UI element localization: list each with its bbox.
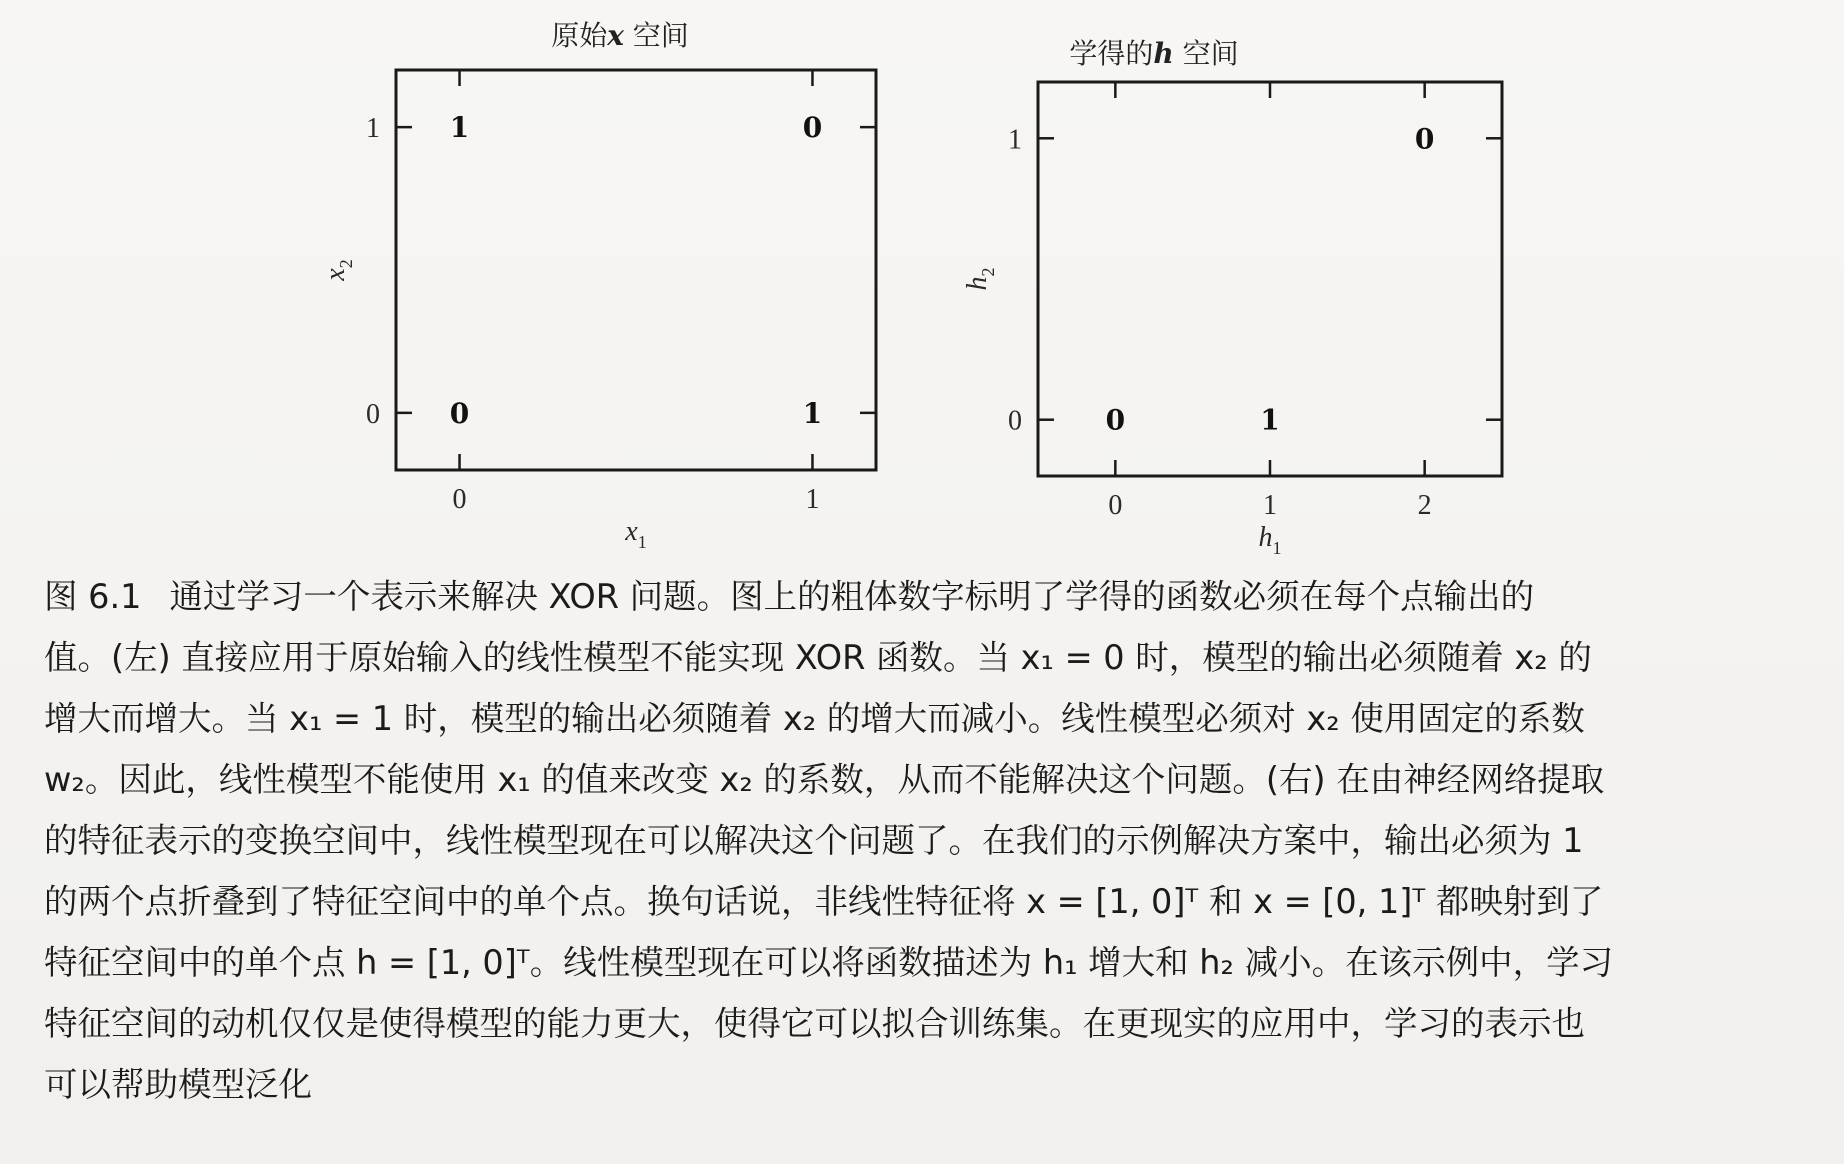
right-ytick-label: 0 <box>1008 405 1022 437</box>
right-xtick-label: 2 <box>1417 490 1432 521</box>
caption-line <box>44 566 1824 627</box>
left-point-label: 0 <box>802 111 823 145</box>
right-title-suffix: 空间 <box>1173 37 1239 70</box>
right-plot <box>0 0 1844 564</box>
right-title-var: h <box>1153 37 1174 70</box>
left-ytick-label: 1 <box>366 113 380 145</box>
right-point-label: 1 <box>1260 403 1280 437</box>
left-point-label: 0 <box>449 396 470 430</box>
right-ytick-label: 1 <box>1008 124 1022 156</box>
left-xaxis-label: $x_1$ <box>625 516 647 552</box>
right-xtick-label: 0 <box>1108 490 1123 521</box>
left-xtick-label: 1 <box>805 484 820 515</box>
caption-line: 的特征表示的变换空间中，线性模型现在可以解决这个问题了。在我们的示例解决方案中，输出必须为 1 <box>44 821 1584 860</box>
left-title-text: 原始 <box>551 19 608 52</box>
figure-caption <box>44 566 1824 1115</box>
caption-line: 增大而增大。当 x₁ = 1 时，模型的输出必须随着 x₂ 的增大而减小。线性模型必须对 x₂ 使用固定的系数 <box>44 699 1585 738</box>
left-title-suffix: 空间 <box>623 19 689 52</box>
right-yaxis-label: $h_2$ <box>962 267 998 291</box>
left-xtick-label: 0 <box>452 484 467 515</box>
caption-line: 特征空间中的单个点 h = [1, 0]ᵀ。线性模型现在可以将函数描述为 h₁ 增大和 h₂ 减小。在该示例中，学习 <box>44 943 1614 982</box>
caption-line: w₂。因此，线性模型不能使用 x₁ 的值来改变 x₂ 的系数，从而不能解决这个问题。(右) 在由神经网络提取 <box>44 760 1605 799</box>
right-xtick-label: 1 <box>1263 490 1277 521</box>
caption-line: 值。(左) 直接应用于原始输入的线性模型不能实现 XOR 函数。当 x₁ = 0 时，模型的输出必须随着 x₂ 的 <box>44 638 1592 677</box>
caption-line: 可以帮助模型泛化 <box>44 1065 312 1104</box>
right-xaxis-label: $h_1$ <box>1258 522 1282 558</box>
right-point-label: 0 <box>1414 122 1435 156</box>
right-plot-svg <box>0 0 1844 560</box>
left-point-label: 1 <box>802 396 823 430</box>
right-point-label: 0 <box>1105 403 1126 437</box>
left-yaxis-label: $x_2$ <box>320 259 356 281</box>
right-title-text: 学得的 <box>1069 37 1154 70</box>
left-ytick-label: 0 <box>366 398 380 430</box>
caption-line: 特征空间的动机仅仅是使得模型的能力更大，使得它可以拟合训练集。在更现实的应用中，学习的表示也 <box>44 1004 1585 1043</box>
figure-number: 图 6.1 <box>44 577 142 616</box>
caption-text: 通过学习一个表示来解决 XOR 问题。图上的粗体数字标明了学得的函数必须在每个点输出的 <box>169 577 1535 616</box>
caption-line: 的两个点折叠到了特征空间中的单个点。换句话说，非线性特征将 x = [1, 0]ᵀ 和 x = [0, 1]ᵀ 都映射到了 <box>44 882 1604 921</box>
left-title-var: x <box>607 19 624 52</box>
left-point-label: 1 <box>449 111 470 145</box>
